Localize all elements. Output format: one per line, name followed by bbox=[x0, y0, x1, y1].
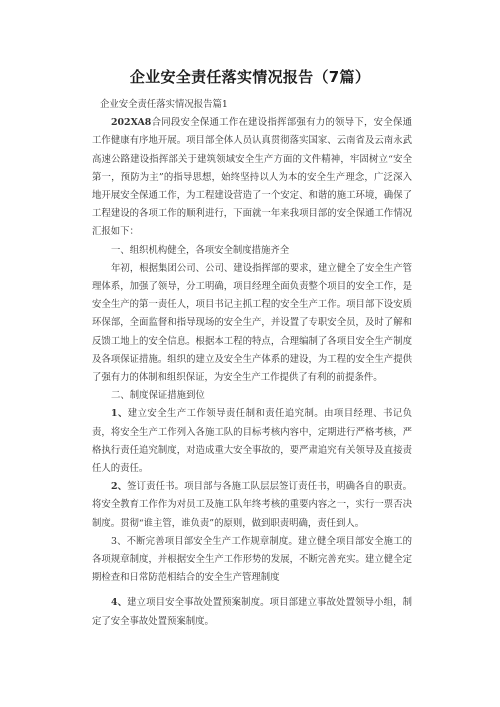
item-3-paragraph: 3、不断完善项目部安全生产工作规章制度。建立健全项目部安全施工的各项规章制度，并根据安全生产工作形势的发展，不断完善充实。建立健全定期检查和日常防范相结合的安全生产管理制度 bbox=[92, 535, 412, 584]
item-2-number: 2、 bbox=[111, 481, 128, 493]
item-4-text: 建立项目安全事故处置预案制度。项目部建立事故处置领导小组，制定了安全事故处置预案制度。 bbox=[92, 597, 412, 627]
document-body bbox=[92, 96, 412, 631]
report-subtitle: 企业安全责任落实情况报告篇1 bbox=[100, 99, 228, 110]
item-1-text: 建立安全生产工作领导责任制和责任追究制。由项目经理、书记负责，将安全生产工作列入各施工队的目标考核内容中，定期进行严格考核，严格执行责任追究制度，对造成重大安全事故的，要严肃追究有关领导及直接责任人的责任。 bbox=[92, 408, 412, 475]
intro-text: 合同段安全保通工作在建设指挥部强有力的领导下，安全保通工作健康有序地开展。项目部全体人员认真贯彻落实国家、云南省及云南永武高速公路建设指挥部关于建筑领域安全生产方面的文件精神，牢固树立“安全第一，预防为主”的指导思想，始终坚持以人为本的安全生产理念，广泛深入地开展安全保通工作，为工程建设营造了一个安定、和谐的施工环境，确保了工程建设的各项工作的顺利进行，下面就一年来我项目部的安全保通工作情况汇报如下： bbox=[92, 117, 412, 238]
section-1-paragraph: 年初，根据集团公司、公司、建设指挥部的要求，建立健全了安全生产管理体系，加强了领导，分工明确，项目经理全面负责整个项目的安全工作，是安全生产的第一责任人，项目书记主抓工程的安全生产工作。项目部下设安质环保部，全面监督和指导现场的安全生产，并设置了专职安全员，及时了解和反馈工地上的安全信息。根据本工程的特点，合理编制了各项目安全生产制度及各项保证措施。组织的建立及安全生产体系的建设，为工程的安全生产提供了强有力的体制和组织保证，为安全生产工作提供了有利的前提条件。 bbox=[92, 262, 412, 384]
page-title: 企业安全责任落实情况报告（7篇） bbox=[129, 68, 371, 86]
section-2-heading: 二、制度保证措施到位 bbox=[111, 390, 205, 402]
intro-paragraph bbox=[92, 114, 412, 241]
section-1-heading: 一、组织机构健全，各项安全制度措施齐全 bbox=[111, 244, 290, 256]
item-2-text: 签订责任书。项目部与各施工队层层签订责任书，明确各自的职责。将安全教育工作作为对员工及施工队年终考核的重要内容之一，实行一票否决制度。贯彻“谁主管，谁负责”的原则，做到职责明确，责任到人。 bbox=[92, 481, 412, 529]
item-1-number: 1、 bbox=[111, 408, 128, 420]
item-4-paragraph bbox=[92, 594, 412, 630]
item-2-paragraph bbox=[92, 478, 412, 533]
item-1-paragraph bbox=[92, 405, 412, 478]
item-4-number: 4、 bbox=[111, 597, 128, 609]
intro-lead: 202XA8 bbox=[111, 117, 152, 129]
